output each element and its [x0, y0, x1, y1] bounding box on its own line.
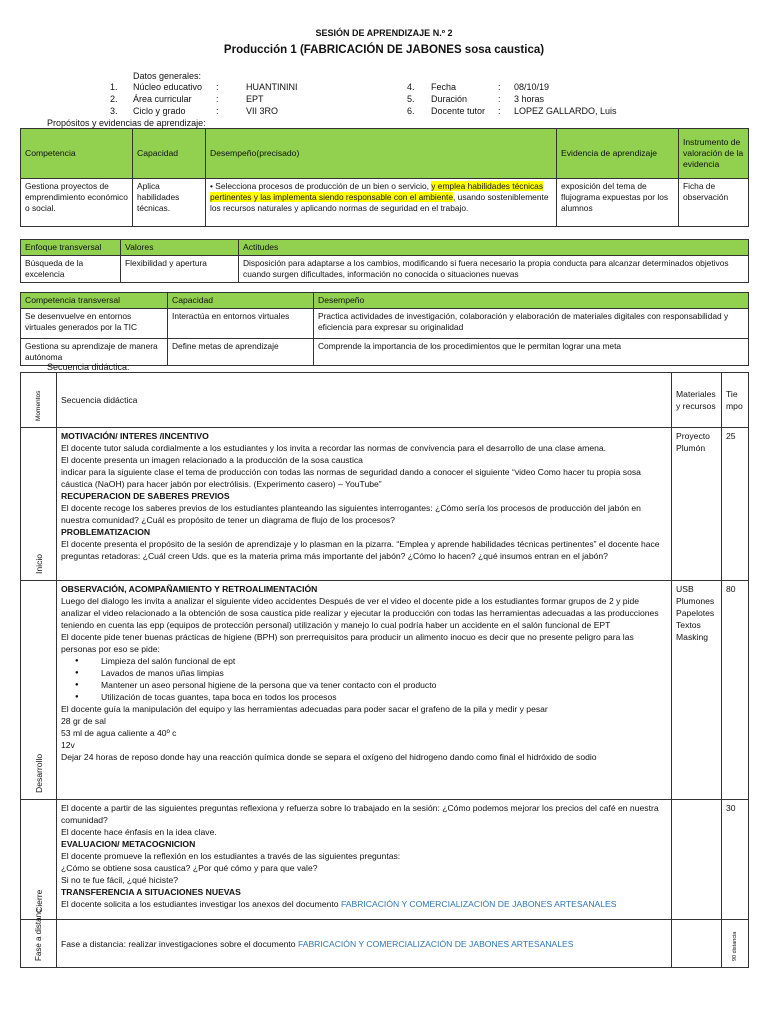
cierre-row — [21, 800, 749, 920]
col-actitudes: Actitudes — [239, 240, 749, 256]
competencia-cell: Gestiona proyectos de emprendimiento económico o social. — [21, 179, 133, 227]
session-title: Producción 1 (FABRICACIÓN DE JABONES sosa caustica) — [223, 44, 545, 56]
general-row: 1. Núcleo educativo : HUANTININI 4. Fecha : 08/10/19 — [110, 82, 550, 92]
evidencia-cell: exposición del tema de flujograma expuestas por los alumnos — [557, 179, 679, 227]
general-row: 2. Área curricular : EPT 5. Duración : 3 horas — [110, 94, 545, 104]
sequence-label: Secuencia didáctica: — [47, 362, 130, 372]
moment-distancia: Fase a distanc — [21, 920, 57, 968]
desempeno-cell: • Selecciona procesos de producción de un bien o servicio, y emplea habilidades técnicas pertinentes y las implementa siendo responsable con el ambiente, usando sosteniblemente los recursos naturales y aplicando normas de seguridad en el trabajo. — [206, 179, 557, 227]
col-valores: Valores — [121, 240, 239, 256]
inicio-time: 25 — [722, 428, 749, 581]
cierre-materials — [672, 800, 722, 920]
capacidad-cell: Aplica habilidades técnicas. — [133, 179, 206, 227]
distancia-materials — [672, 920, 722, 968]
col-desempeno: Desempeño(precisado) — [206, 129, 557, 179]
col-materiales: Materiales y recursos — [672, 373, 722, 428]
session-number: SESIÓN DE APRENDIZAJE N.º 2 — [315, 28, 453, 38]
enfoque-table — [20, 239, 749, 283]
moment-desarrollo: Desarrollo — [21, 581, 57, 800]
desarrollo-row — [21, 581, 749, 800]
col-competencia: Competencia — [21, 129, 133, 179]
moment-inicio: Inicio — [21, 428, 57, 581]
col-evidencia: Evidencia de aprendizaje — [557, 129, 679, 179]
inicio-materials: Proyecto Plumón — [672, 428, 722, 581]
col-desempeno-transversal: Desempeño — [314, 293, 749, 309]
col-capacidad: Capacidad — [133, 129, 206, 179]
list-item: ● Lavados de manos uñas limpias — [101, 667, 667, 679]
desarrollo-materials: USB Plumones Papelotes Textos Masking — [672, 581, 722, 800]
moment-cierre: Cierre — [21, 800, 57, 920]
table-row: Gestiona su aprendizaje de manera autónoma Define metas de aprendizaje Comprende la importancia de los procedimientos que le permitan lograr una meta — [21, 339, 749, 366]
col-secuencia: Secuencia didáctica — [57, 373, 672, 428]
transversal-table — [20, 292, 749, 366]
general-data-list — [0, 82, 768, 118]
col-tiempo: Tiempo — [722, 373, 749, 428]
list-item: ● Mantener un aseo personal higiene de la persona que va tener contacto con el producto — [101, 679, 667, 691]
list-item: ● Utilización de tocas guantes, tapa boca en todos los procesos — [101, 691, 667, 703]
hygiene-list — [61, 655, 667, 703]
highlighted-text: y emplea habilidades técnicas pertinentes y las implementa siendo responsable con el ambiente — [210, 181, 544, 202]
col-competencia-transversal: Competencia transversal — [21, 293, 168, 309]
inicio-content: MOTIVACIÓN/ INTERES /INCENTIVO El docente tutor saluda cordialmente a los estudiantes y los invita a recordar las normas de convivencia para el desarrollo de una clase amena. El docente presenta un imagen relacionado a la producción de la sosa caustica indicar para la siguiente clase el tema de producción con todas las normas de seguridad dando a conocer el siguiente “video Como hacer tu propia sosa cáustica (NaOH) para hacer jabón por electrólisis. (Experimento casero) – YouTube” RECUPERACION DE SABERES PREVIOS El docente recoge los saberes previos de los estudiantes planteando las siguientes interrogantes: ¿Cómo sería los procesos de producción del jabón en nuestra comunidad? ¿Cuál es propósito de tener un diagrama de flujo de los procesos? PROBLEMATIZACION El docente presenta el propósito de la sesión de aprendizaje y lo plasman en la pizarra. “Emplea y aprende habilidades técnicas pertinentes” el docente hace preguntas retadoras: ¿Cuál creen Uds. que es la materia prima más importante del jabón? ¿Cómo lo hacen? ¿qué insumos entran en el jabón? — [57, 428, 672, 581]
cierre-content: El docente a partir de las siguientes preguntas reflexiona y refuerza sobre lo trabajado en la sesión: ¿Cómo podemos mejorar los precios del café en nuestra comunidad? El docente hace énfasis en la idea clave. EVALUACION/ METACOGNICION El docente promueve la reflexión en los estudiantes a través de las siguientes preguntas: ¿Cómo se obtiene sosa caustica? ¿Por qué cómo y para que vale? Si no te fue fácil, ¿qué hiciste? TRANSFERENCIA A SITUACIONES NUEVAS El docente solicita a los estudiantes investigar los anexos del documento FABRICACIÓN Y COMERCIALIZACIÓN DE JABONES ARTESANALES — [57, 800, 672, 920]
document-link[interactable]: FABRICACIÓN Y COMERCIALIZACIÓN DE JABONES ARTESANALES — [340, 899, 617, 909]
distancia-content: Fase a distancia: realizar investigaciones sobre el documento FABRICACIÓN Y COMERCIALIZACIÓN DE JABONES ARTESANALES — [57, 920, 672, 968]
col-instrumento: Instrumento de valoración de la evidencia — [679, 129, 749, 179]
desarrollo-content: OBSERVACIÓN, ACOMPAÑAMIENTO Y RETROALIMENTACIÓN Luego del dialogo les invita a analizar el siguiente video accidentes Después de ver el video el docente pide a los estudiantes formar grupos de 2 y pide analizar el video relacionado a la obtención de sosa caustica pide realizar y ejecutar la producción con todas las herramientas adecuadas a las producciones teniendo en cuenta las epp (equipos de protección personal) utilización y manejo lo cual podría haber un accidente en el salón funcional de EPT El docente pide tener buenas prácticas de higiene (BPH) son prerrequisitos para producir un alimento inocuo es decir que no presente peligro para las personas por eso se pide: ● Limpieza del salón funcional de ept ● Lavados de manos uñas limpias ● Mantener un aseo personal higiene de la persona que va tener contacto con el producto ● Utilización de tocas guantes, tapa boca en todos los procesos El docente guía la manipulación del equipo y las herramientas adecuadas para poder sacar el grafeno de la pila y medir y pesar 28 gr de sal 53 ml de agua caliente a 40º c 12v Dejar 24 horas de reposo donde hay una reacción química donde se separa el oxígeno del hidrogeno dando como final el hidróxido de sodio — [57, 581, 672, 800]
general-data-label: Datos generales: — [133, 71, 202, 81]
sequence-table — [20, 372, 749, 968]
desarrollo-time: 80 — [722, 581, 749, 800]
document-link[interactable]: FABRICACIÓN Y COMERCIALIZACIÓN DE JABONES ARTESANALES — [297, 938, 574, 949]
distancia-time: 90 distancia — [722, 920, 749, 968]
distancia-row — [21, 920, 749, 968]
instrumento-cell: Ficha de observación — [679, 179, 749, 227]
inicio-row — [21, 428, 749, 581]
table-row: Se desenvuelve en entornos virtuales generados por la TIC Interactúa en entornos virtuales Practica actividades de investigación, colaboración y elaboración de materiales digitales con responsabilidad y eficiencia para expresar su originalidad — [21, 309, 749, 339]
enfoque-cell: Búsqueda de la excelencia — [21, 256, 121, 283]
list-item: ● Limpieza del salón funcional de ept — [101, 655, 667, 667]
actitudes-cell: Disposición para adaptarse a los cambios, modificando si fuera necesario la propia conducta para alcanzar determinados objetivos cuando surgen dificultades, información no conocida o situaciones nuevas — [239, 256, 749, 283]
purposes-table — [20, 128, 749, 227]
valores-cell: Flexibilidad y apertura — [121, 256, 239, 283]
col-capacidad-transversal: Capacidad — [168, 293, 314, 309]
col-enfoque: Enfoque transversal — [21, 240, 121, 256]
purposes-label: Propósitos y evidencias de aprendizaje: — [47, 118, 206, 128]
cierre-time: 30 — [722, 800, 749, 920]
general-row: 3. Ciclo y grado : VII 3RO 6. Docente tutor : LOPEZ GALLARDO, Luis — [110, 106, 617, 116]
col-momentos: Momentos — [21, 373, 57, 428]
